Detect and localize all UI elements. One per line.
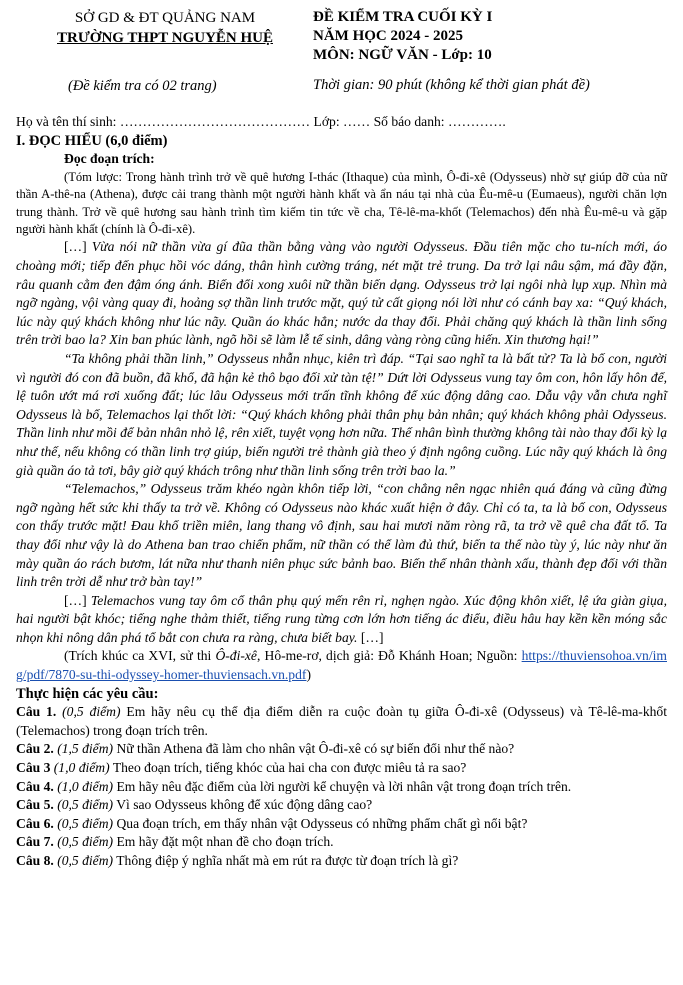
exam-body [16,113,667,871]
question-list [16,703,667,870]
question-item: Câu 3 (1,0 điểm) Theo đoạn trích, tiếng khóc của hai cha con được miêu tả ra sao? [16,760,467,776]
question-item: Câu 1. (0,5 điểm) Em hãy nêu cụ thể địa điểm diễn ra cuộc đoàn tụ giữa Ô-đi-xê (Odysseus) và Tê-lê-ma-khốt (Telemachos) trong đoạn trích trên. [16,704,668,738]
section-title: I. ĐỌC HIỂU (6,0 điểm) [16,132,168,149]
question-item: Câu 6. (0,5 điểm) Qua đoạn trích, em thấy nhân vật Odysseus có những phẩm chất gì nổi bật? [16,815,528,831]
paragraph-text: Telemachos vung tay ôm cổ thân phụ quý mến rên rỉ, nghẹn ngào. Xúc động khôn xiết, lệ ứa giàn giụa, hai người bật khóc; tiếng nghe thảm thiết, tiếng rung từng cơn lớn hơn tiếng ác điểu, điều hâu hay kền kền móng sắc nhọn khi nông dân phá tổ bắt con chưa ra ràng, chưa biết bay. [16,592,667,645]
exam-title: ĐỀ KIỂM TRA CUỐI KỲ I [313,9,493,25]
question-item: Câu 2. (1,5 điểm) Nữ thần Athena đã làm cho nhân vật Ô-đi-xê có sự biến đổi như thế nào? [16,741,515,757]
paragraph-text: Vừa nói nữ thần vừa gí đũa thần bằng vàng vào người Odysseus. Đầu tiên mặc cho tu-ních mới, áo choàng mới; tiếp đến phục hồi vóc dáng, thân hình cường tráng, nét mặt trẻ trung. Da trở lại nâu sậm, má đầy đặn, râu quanh cằm đen đậm óng ánh. Biến đổi xong xuôi nữ thần biến dạng. Odysseus trở lại ngôi nhà lụp xụp. Nhìn mà ngỡ ngàng, vội vàng quay đi, hoảng sợ thần linh trước mặt, quý tử cất giọng nói lời như có cánh bay xa: “Quý khách, lúc này quý khách không như lúc nãy. Quần áo khác hẳn; nước da thay đổi. Phải chăng quý khách là thần linh sống trên trời bao la? Xin ban phúc lành, ngõ hồi sẽ làm lễ tế sinh, dâng vàng ròng cũng hiến. Xin thương hại!” [16,239,668,348]
header-right [313,8,673,65]
read-label: Đọc đoạn trích: [64,151,155,167]
department-name: SỞ GD & ĐT QUẢNG NAM [74,10,256,26]
question-item: Câu 7. (0,5 điểm) Em hãy đặt một nhan đề cho đoạn trích. [16,834,334,850]
question-item: Câu 8. (0,5 điểm) Thông điệp ý nghĩa nhất mà em rút ra được từ đoạn trích là gì? [16,853,459,868]
header-left [30,8,300,48]
passage-summary: (Tóm lược: Trong hành trình trở về quê hương I-thác (Ithaque) của mình, Ô-đi-xê (Odysseus) nhờ sự giúp đỡ của nữ thần A-thê-na (Athena), được cải trang thành một người hành khất và ẩn náu tại nhà của Êu-mê-u (Eumaeus), người chăn lợn trung thành. Trở về quê hương sau hành trình tìm kiếm tin tức về cha, Tê-lê-ma-khốt (Telemachos) đến nhà Êu-mê-u và gặp người hành khất (chính là Ô-đi-xê). [16,169,667,236]
ellipsis-marker: […] [64,239,92,255]
page-count-note: (Đề kiểm tra có 02 trang) [68,78,217,94]
passage-paragraph-4 [16,592,667,648]
passage-source: (Trích khúc ca XVI, sử thi Ô-đi-xê, Hô-me-rơ, dịch giả: Đỗ Khánh Hoan; Nguồn: https://thuviensohoa.vn/img/pdf/7870-su-thi-odyssey-homer-thuviensach.vn.pdf) [16,648,667,683]
source-link[interactable]: https://thuviensohoa.vn/img/pdf/7870-su-thi-odyssey-homer-thuviensach.vn.pdf [16,648,667,683]
subject-line: MÔN: NGỮ VĂN - Lớp: 10 [313,47,492,63]
passage-paragraph-3: “Telemachos,” Odysseus trăm khéo ngàn khôn tiếp lời, “con chẳng nên ngạc nhiên quá đáng và cũng đừng ngỡ ngàng hết sức khi thấy ta trở về. Không có Odysseus nào khác xuất hiện ở đây. Chỉ có ta, ta là bố con, Odysseus con thấy trước mặt! Đau khổ triền miên, lang thang vô định, sau hai mươi năm ròng rã, ta trở về quê cha đất tổ. Ta thay đổi như vậy là do Athena ban trao chiến phẩm, nữ thần có thể làm đủ thứ, biến ta thế nào tùy ý, lúc này như ăn mày quần áo rách bươm, lát nữa như thanh niên phục sức bảnh bao. Biến thế nhân thành xấu, thành đẹp đối với thần linh trên trời dễ như trở bàn tay!” [16,481,667,590]
school-name: TRƯỜNG THPT NGUYỄN HUỆ [57,30,273,46]
student-info-line: Họ và tên thí sinh: …………………………………… Lớp: …… Số báo danh: …………. [16,114,506,129]
ellipsis-marker: […] [357,629,384,645]
question-item: Câu 5. (0,5 điểm) Vì sao Odysseus không để xúc động dâng cao? [16,797,373,813]
work-title: Ô-đi-xê [215,648,257,664]
school-year: NĂM HỌC 2024 - 2025 [313,28,463,44]
question-item: Câu 4. (1,0 điểm) Em hãy nêu đặc điểm của lời người kể chuyện và lời nhân vật trong đoạn trích trên. [16,778,572,794]
exam-time: Thời gian: 90 phút (không kể thời gian phát đề) [313,77,590,93]
passage-paragraph-1 [16,238,667,350]
ellipsis-marker: […] [64,592,91,608]
passage-paragraph-2: “Ta không phải thần linh,” Odysseus nhẫn nhục, kiên trì đáp. “Tại sao nghĩ ta là bất tử? Ta là bố con, người vì người đó con đã buồn, đã khổ, đã hận kẻ thô bạo đối xử tàn tệ!” Dứt lời Odysseus vung tay ôm con, hôn lấy hôn để, lệ tuôn ướt má rơi xuống đất; lúc lâu Odysseus mới trấn tĩnh không để xúc động dâng cao. Dẫu vậy vẫn chưa nghĩ Odysseus là bố, Telemachos lại thốt lời: “Quý khách không phải thân phụ bản nhân; quý khách không phải Odysseus. Thần linh như mồi để bản nhân nhỏ lệ, rên xiết, tuyệt vọng hơn nữa. Thế nhân bình thường không tài nào thay đổi kỳ lạ như thế, nếu không có thần linh trợ giúp, biến người trẻ thành già theo ý định ngông cuồng. Lúc nãy quý khách là ông già quần áo tả tơi, bây giờ quý khách trông như thần linh sống trên trời bao la.” [16,350,667,478]
requirements-title: Thực hiện các yêu cầu: [16,685,159,702]
